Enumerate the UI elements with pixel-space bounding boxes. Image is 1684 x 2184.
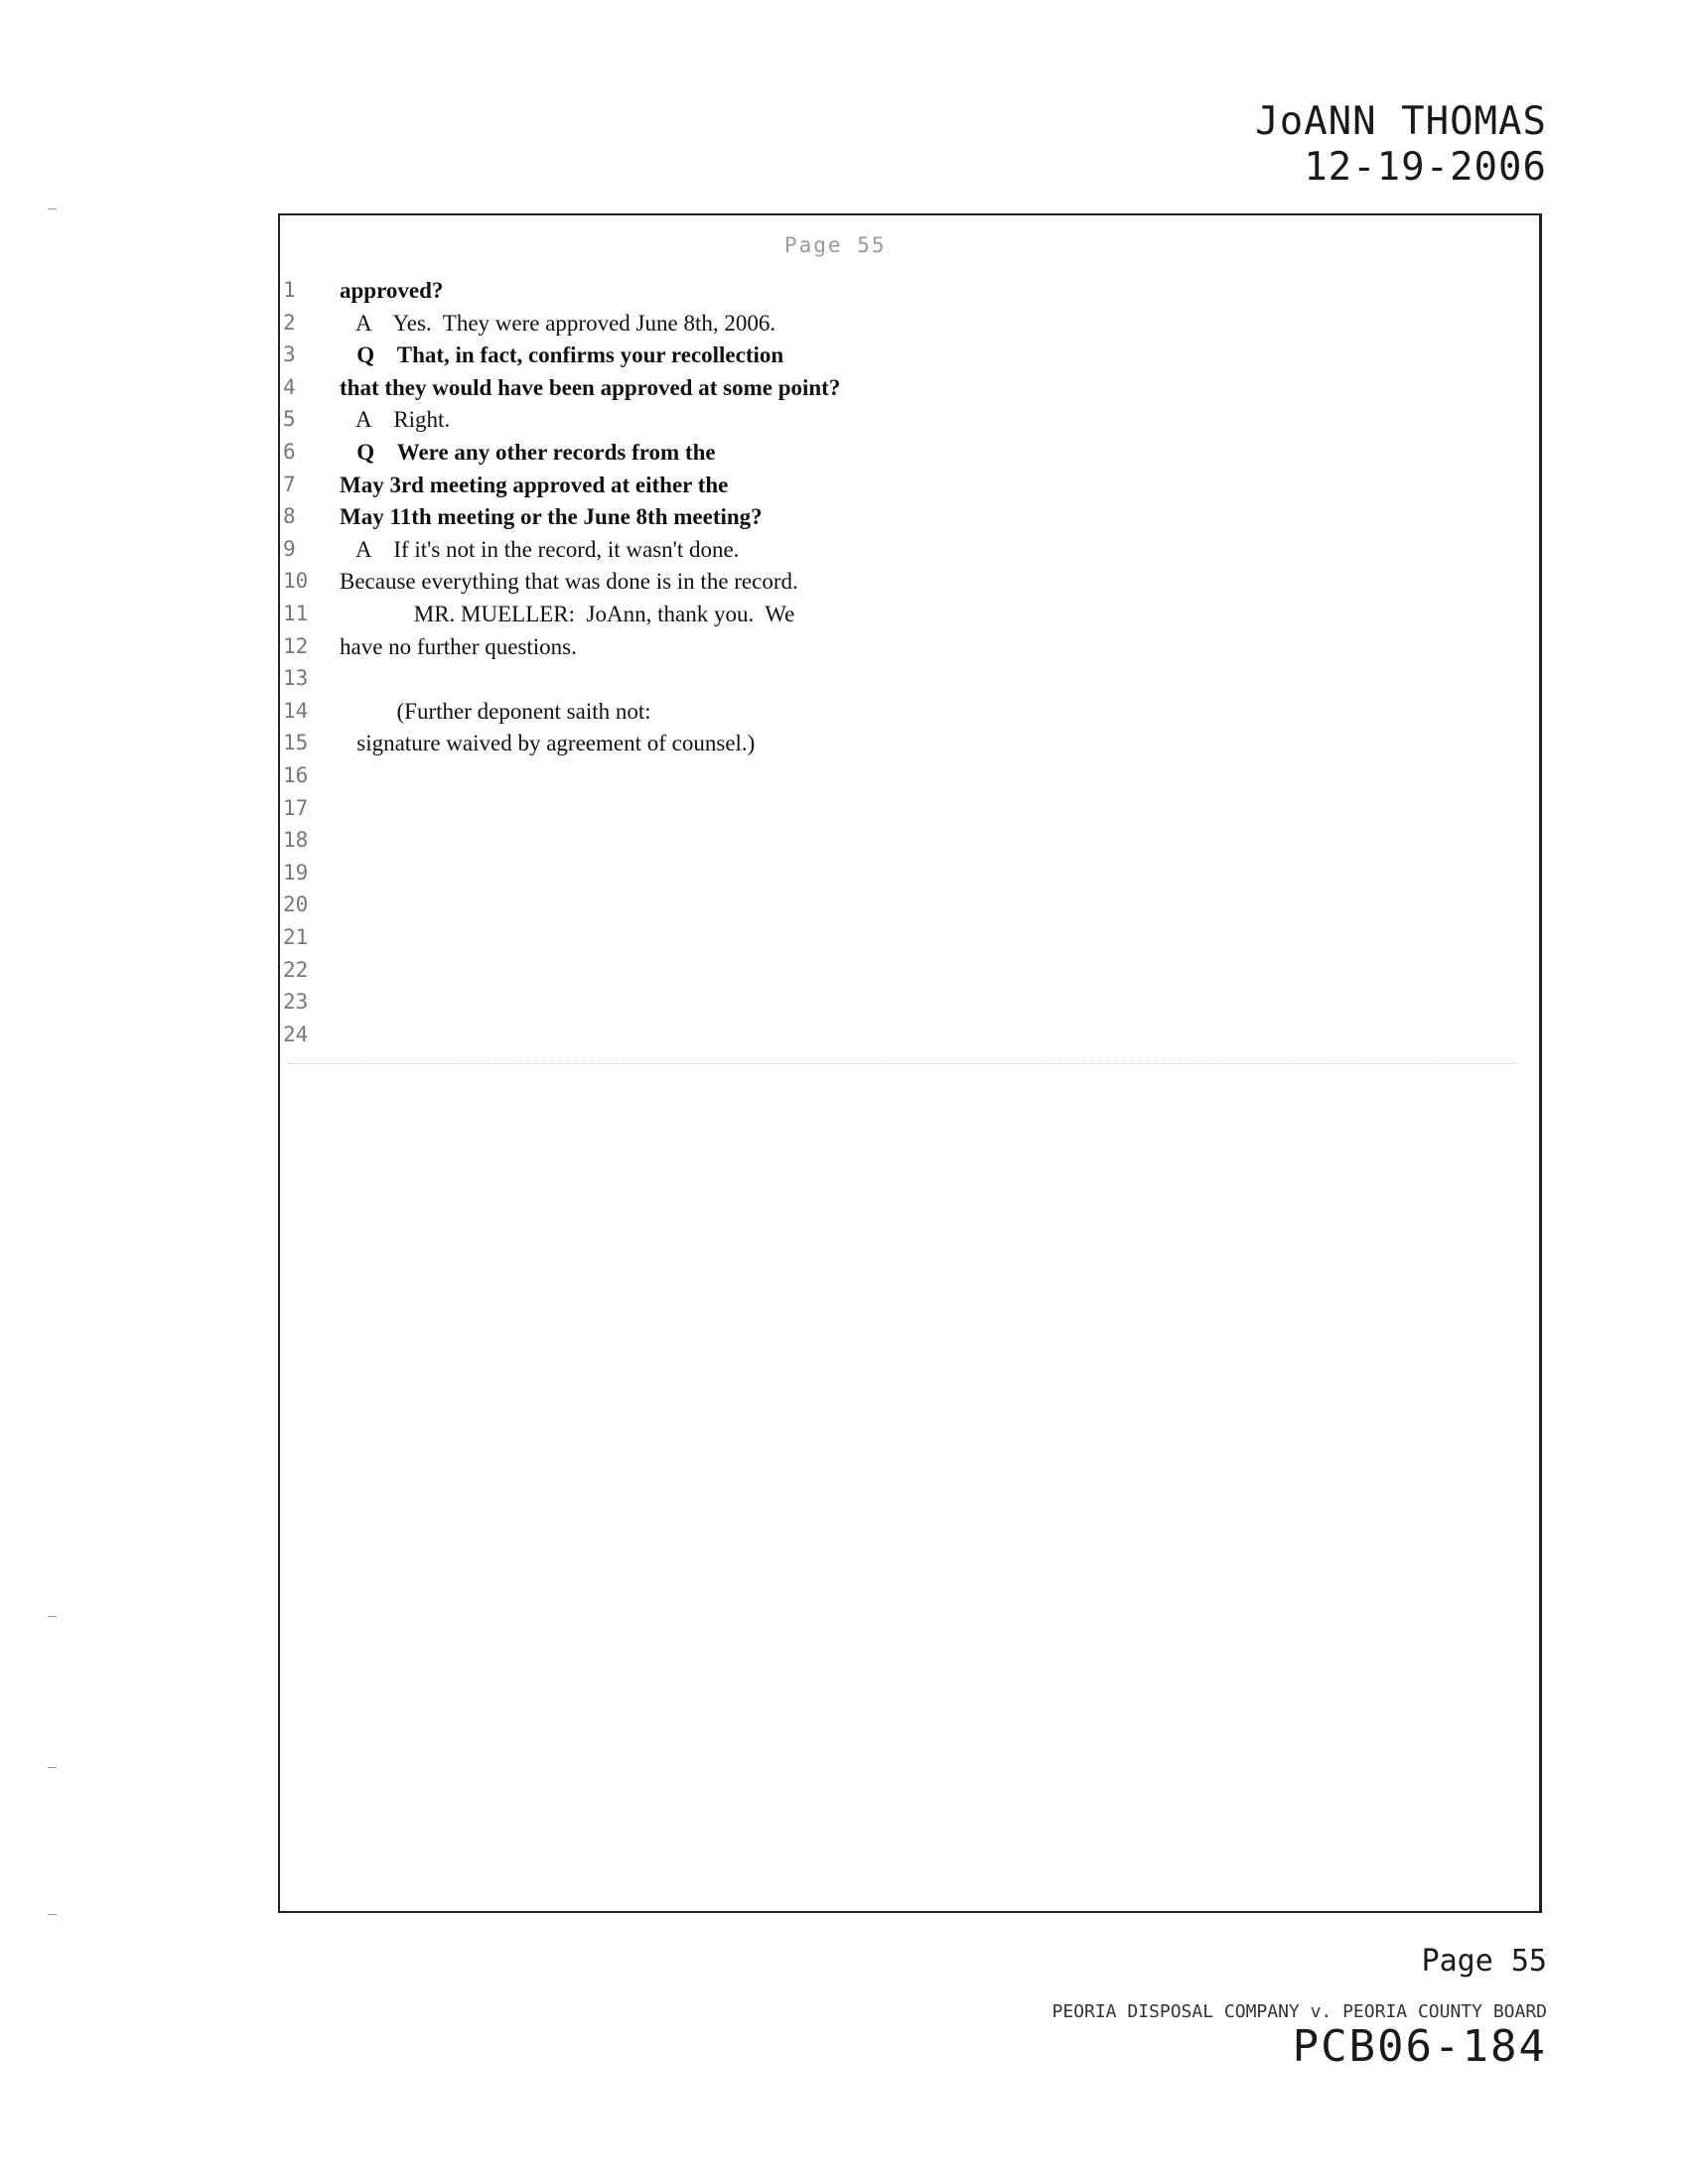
transcript-line (0, 634, 1192, 667)
line-number: 16 (283, 763, 309, 787)
line-text: A Yes. They were approved June 8th, 2006. (340, 310, 776, 336)
line-text: Q Were any other records from the (340, 440, 716, 465)
line-text: A Right. (340, 407, 451, 433)
margin-mark (48, 1914, 57, 1915)
transcript-line (0, 699, 1192, 732)
line-text: (Further deponent saith not: (340, 698, 651, 724)
line-number: 8 (283, 504, 296, 529)
line-number: 24 (283, 1022, 309, 1046)
transcript-line (0, 407, 1192, 440)
transcript-line (0, 311, 1192, 343)
line-text: Q That, in fact, confirms your recollection (340, 342, 784, 368)
transcript-line (0, 569, 1192, 602)
inner-page-label: Page 55 (784, 233, 887, 257)
case-number: PCB06-184 (1292, 2021, 1547, 2072)
transcript-line (0, 990, 1192, 1023)
line-number: 15 (283, 731, 309, 755)
line-number: 7 (283, 472, 296, 496)
line-number: 21 (283, 925, 309, 949)
transcript-line (0, 666, 1192, 699)
margin-mark (48, 1767, 57, 1768)
line-number: 6 (283, 440, 296, 464)
line-text: approved? (340, 278, 444, 303)
transcript-line (0, 1023, 1192, 1055)
line-number: 19 (283, 860, 309, 885)
line-number: 11 (283, 602, 309, 625)
transcript-line (0, 375, 1192, 408)
case-title: PEORIA DISPOSAL COMPANY v. PEORIA COUNTY BOARD (1052, 2001, 1547, 2022)
transcript-line (0, 796, 1192, 829)
line-number: 4 (283, 374, 296, 399)
transcript-line (0, 892, 1192, 925)
line-text: signature waived by agreement of counsel.) (340, 731, 756, 756)
line-number: 12 (283, 633, 309, 658)
transcript-line (0, 925, 1192, 958)
deposition-date: 12-19-2006 (1304, 145, 1547, 190)
line-number: 5 (283, 407, 296, 432)
line-text: MR. MUELLER: JoAnn, thank you. We (340, 602, 795, 626)
line-text: have no further questions. (340, 633, 577, 659)
transcript-line (0, 473, 1192, 505)
line-number: 13 (283, 666, 309, 691)
line-number: 2 (283, 310, 296, 335)
line-text: Because everything that was done is in the record. (340, 569, 798, 595)
line-text: May 3rd meeting approved at either the (340, 472, 729, 497)
line-number: 18 (283, 828, 309, 853)
line-number: 1 (283, 278, 296, 302)
margin-mark (48, 1616, 57, 1617)
divider-rule (288, 1063, 1519, 1064)
line-number: 10 (283, 569, 309, 594)
scan-margin-marks (48, 0, 60, 2184)
transcript-line (0, 861, 1192, 893)
line-number: 20 (283, 892, 309, 917)
transcript-line (0, 763, 1192, 796)
line-number: 22 (283, 957, 309, 982)
margin-mark (48, 208, 57, 209)
line-text: A If it's not in the record, it wasn't done. (340, 536, 740, 562)
line-number: 17 (283, 795, 309, 820)
transcript-line (0, 958, 1192, 991)
line-number: 3 (283, 342, 296, 367)
transcript-line (0, 602, 1192, 634)
deponent-name: JoANN THOMAS (1255, 99, 1547, 144)
page-number: Page 55 (1421, 1944, 1547, 1979)
line-number: 14 (283, 698, 309, 723)
line-number: 23 (283, 990, 309, 1015)
transcript-line (0, 342, 1192, 375)
line-number: 9 (283, 536, 296, 561)
transcript-line (0, 731, 1192, 763)
line-text: that they would have been approved at some point? (340, 374, 841, 400)
transcript-line (0, 278, 1192, 311)
transcript-line (0, 440, 1192, 473)
transcript-line (0, 828, 1192, 861)
transcript-line (0, 537, 1192, 570)
transcript-line (0, 504, 1192, 537)
line-text: May 11th meeting or the June 8th meeting? (340, 504, 763, 530)
